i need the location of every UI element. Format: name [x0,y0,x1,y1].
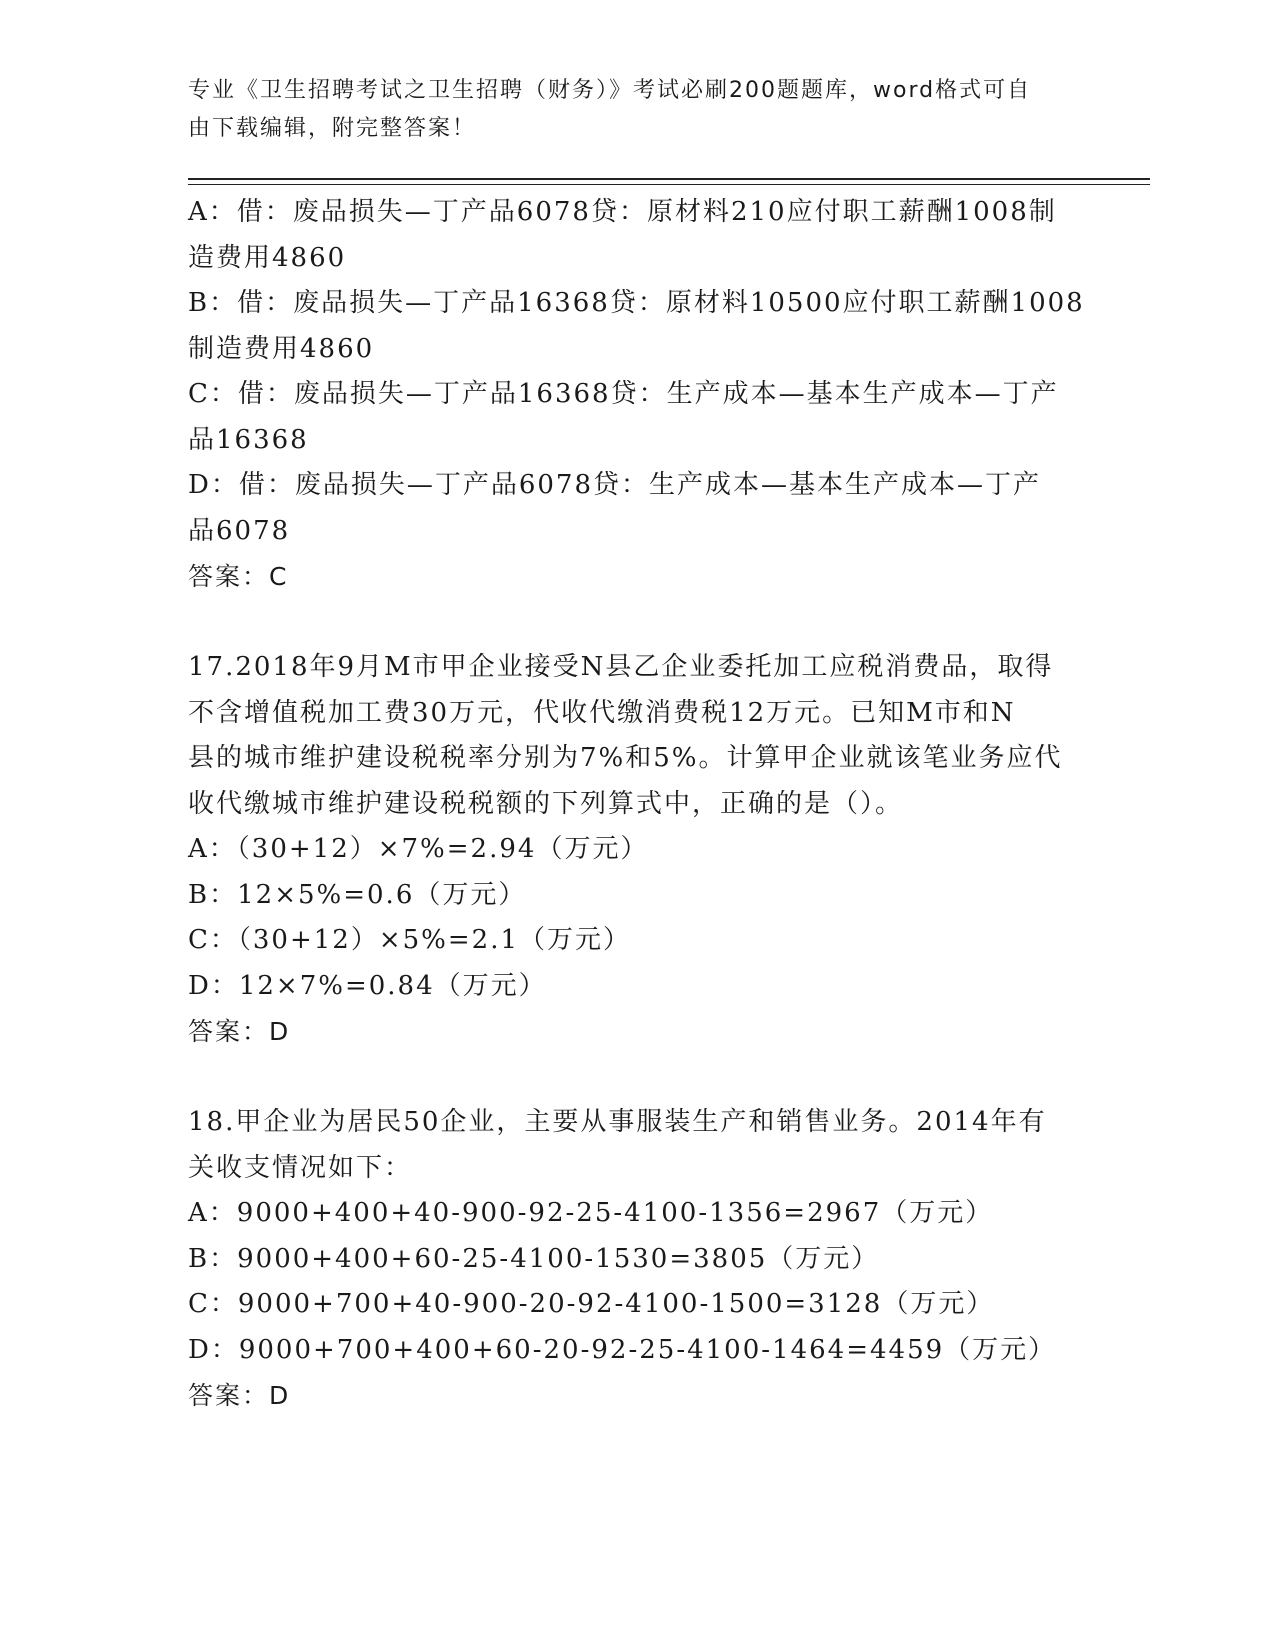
q17-option-c: C：（30+12）×5%=2.1（万元） [188,925,632,955]
q18-option-b: B：9000+400+60-25-4100-1530=3805（万元） [188,1243,880,1274]
question-spacer [188,1055,1088,1101]
question-content [188,190,1088,1419]
q17-answer: 答案：D [188,1017,291,1046]
q17-stem-line-3: 县的城市维护建设税税率分别为7%和5%。计算甲企业就该笔业务应代 [188,743,1063,773]
q16-option-d-line-2: 品6078 [188,515,291,546]
q16-option-b-line-1: B：借：废品损失—丁产品16368贷：原材料10500应付职工薪酬1008 [188,288,1085,318]
q17-stem-line-2: 不含增值税加工费30万元，代收代缴消费税12万元。已知M市和N [188,697,1016,728]
q17-stem-line-1: 17.2018年9月M市甲企业接受N县乙企业委托加工应税消费品，取得 [188,652,1054,682]
question-16-block [188,190,1088,600]
q16-answer: 答案：C [188,562,289,591]
q18-option-d: D：9000+700+400+60-20-92-25-4100-1464=4459（万元） [188,1334,1057,1365]
q18-stem-line-2: 关收支情况如下： [188,1152,413,1183]
q18-option-a: A：9000+400+40-900-92-25-4100-1356=2967（万元） [188,1198,994,1228]
q16-option-c-line-2: 品16368 [188,424,309,455]
header-divider-thin [188,184,1150,185]
q17-option-b: B：12×5%=0.6（万元） [188,879,527,910]
header-divider-thick [188,178,1150,180]
q16-option-c-line-1: C：借：废品损失—丁产品16368贷：生产成本—基本生产成本—丁产 [188,379,1059,409]
header-title-line-1: 专业《卫生招聘考试之卫生招聘（财务）》考试必刷200题题库，word格式可自 [188,78,1032,103]
q17-stem-line-4: 收代缴城市维护建设税税额的下列算式中，正确的是（）。 [188,788,904,819]
q16-option-a-line-1: A：借：废品损失—丁产品6078贷：原材料210应付职工薪酬1008制 [188,197,1057,227]
document-header [188,72,1088,148]
q16-option-a-line-2: 造费用4860 [188,242,347,273]
header-title-line-2: 由下载编辑，附完整答案！ [188,116,477,141]
q18-answer: 答案：D [188,1381,291,1410]
q18-option-c: C：9000+700+40-900-20-92-4100-1500=3128（万元） [188,1289,995,1319]
q17-option-d: D：12×7%=0.84（万元） [188,970,547,1001]
question-spacer [188,600,1088,646]
q16-option-d-line-1: D：借：废品损失—丁产品6078贷：生产成本—基本生产成本—丁产 [188,470,1042,500]
question-17-block [188,645,1088,1055]
q18-stem-line-1: 18.甲企业为居民50企业，主要从事服装生产和销售业务。2014年有 [188,1107,1047,1137]
q17-option-a: A：（30+12）×7%=2.94（万元） [188,834,649,864]
q16-option-b-line-2: 制造费用4860 [188,333,375,364]
question-18-block [188,1100,1088,1419]
